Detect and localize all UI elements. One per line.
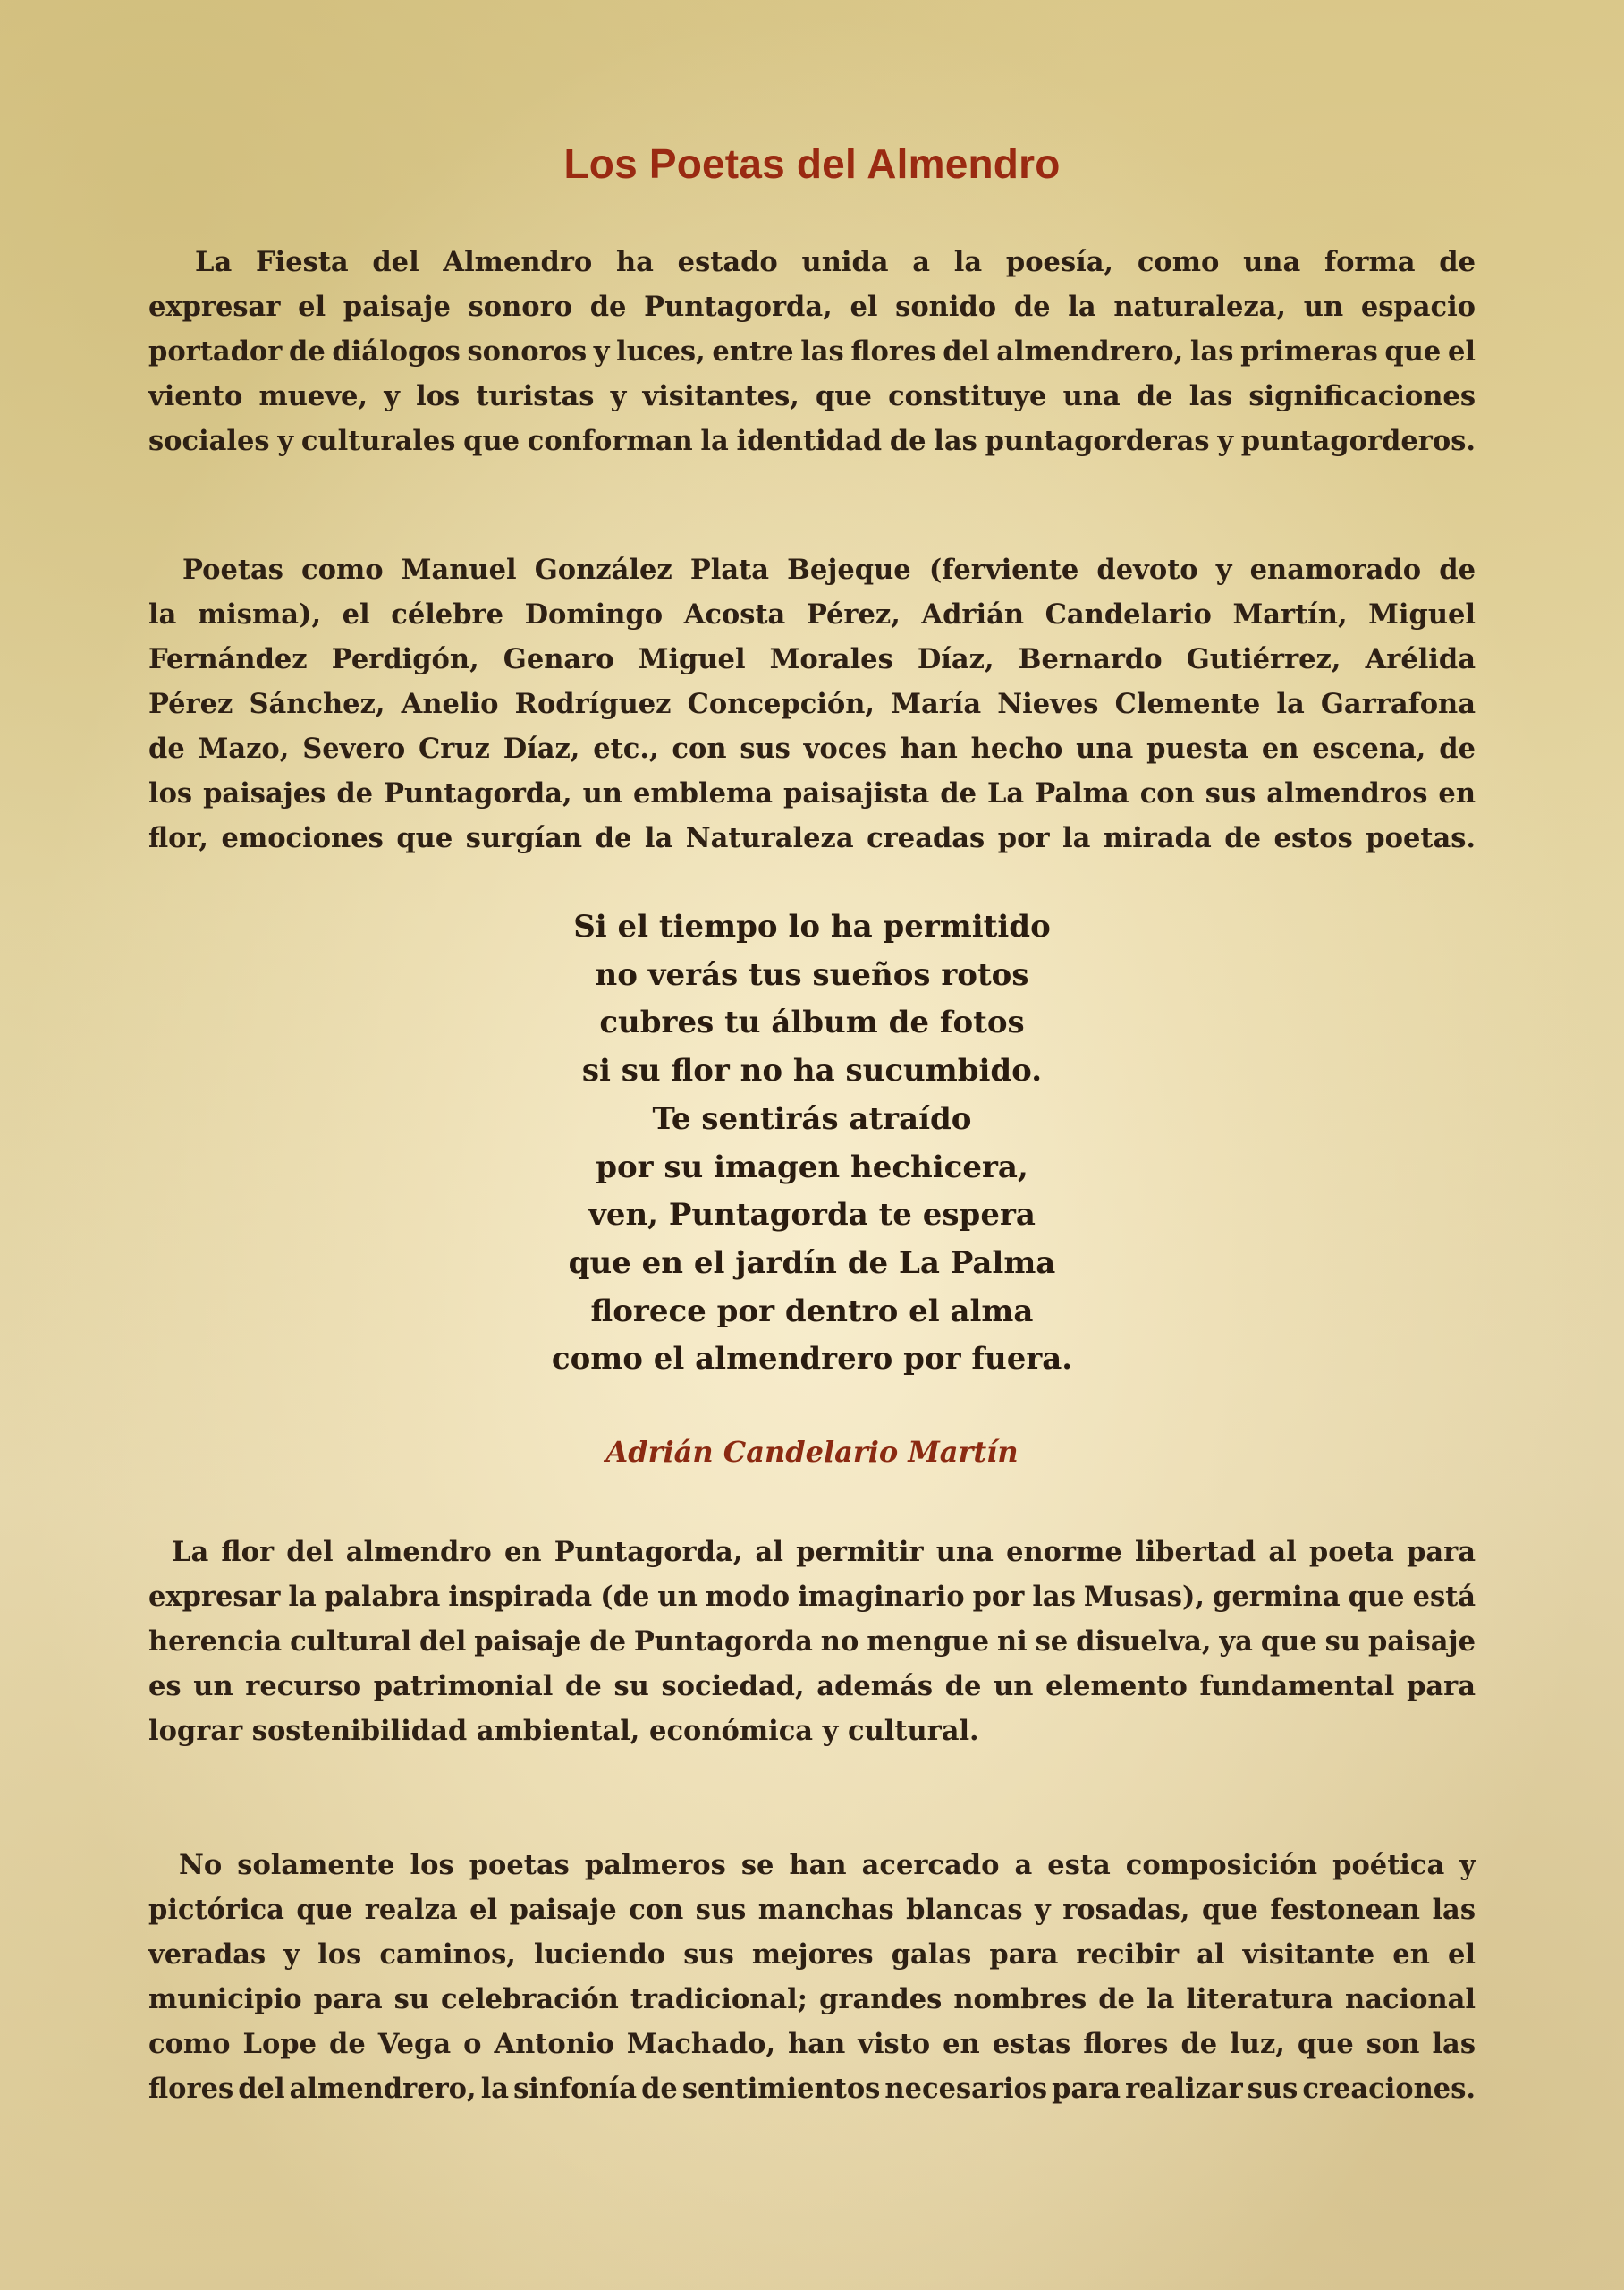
poem-line: Si el tiempo lo ha permitido <box>573 909 1051 945</box>
paragraph-line: flor, emociones que surgían de la Naturaleza creadas por la mirada de estos poetas. <box>148 822 1476 854</box>
paragraph-line: lograr sostenibilidad ambiental, económica y cultural. <box>148 1715 979 1747</box>
paragraph-line: No solamente los poetas palmeros se han acercado a esta composición poética y <box>179 1849 1476 1881</box>
paragraph-line: La Fiesta del Almendro ha estado unida a la poesía, como una forma de <box>195 246 1476 278</box>
paragraph-line: viento mueve, y los turistas y visitantes, que constituye una de las significaciones <box>148 380 1476 412</box>
poem-line: ven, Puntagorda te espera <box>588 1197 1036 1234</box>
paragraph-poets <box>148 547 1476 861</box>
paragraph-line: como Lope de Vega o Antonio Machado, han visto en estas flores de luz, que son las <box>148 2028 1476 2060</box>
paragraph-heritage <box>148 1530 1476 1753</box>
paragraph-line: es un recurso patrimonial de su sociedad, además de un elemento fundamental para <box>148 1670 1476 1702</box>
paragraph-line: de Mazo, Severo Cruz Díaz, etc., con sus voces han hecho una puesta en escena, de <box>148 733 1476 765</box>
poem-line: Te sentirás atraído <box>652 1100 972 1137</box>
poem-line: si su flor no ha sucumbido. <box>581 1053 1043 1090</box>
page-title: Los Poetas del Almendro <box>563 140 1061 187</box>
poem <box>0 903 1624 1384</box>
paragraph-line: La flor del almendro en Puntagorda, al permitir una enorme libertad al poeta para <box>172 1536 1476 1568</box>
paragraph-line: herencia cultural del paisaje de Puntagorda no mengue ni se disuelva, ya que su paisaje <box>148 1625 1476 1658</box>
paragraph-line: Fernández Perdigón, Genaro Miguel Morales Díaz, Bernardo Gutiérrez, Arélida <box>148 643 1476 675</box>
poem-line: por su imagen hechicera, <box>596 1149 1028 1185</box>
paragraph-line: flores del almendrero, la sinfonía de sentimientos necesarios para realizar sus creaciones. <box>148 2073 1476 2105</box>
poem-author: Adrián Candelario Martín <box>605 1435 1019 1469</box>
paragraph-line: pictórica que realza el paisaje con sus manchas blancas y rosadas, que festonean las <box>148 1894 1476 1926</box>
poem-line: cubres tu álbum de fotos <box>599 1005 1025 1041</box>
paragraph-line: la misma), el célebre Domingo Acosta Pérez, Adrián Candelario Martín, Miguel <box>148 598 1476 631</box>
paragraph-line: municipio para su celebración tradicional; grandes nombres de la literatura nacional <box>148 1983 1476 2015</box>
paragraph-line: portador de diálogos sonoros y luces, entre las flores del almendrero, las primeras que el <box>148 335 1476 368</box>
poem-line: que en el jardín de La Palma <box>568 1244 1056 1281</box>
paragraph-line: Poetas como Manuel González Plata Bejeque (ferviente devoto y enamorado de <box>182 554 1476 586</box>
poem-line: no verás tus sueños rotos <box>595 956 1029 993</box>
paragraph-line: Pérez Sánchez, Anelio Rodríguez Concepción, María Nieves Clemente la Garrafona <box>148 688 1476 720</box>
paragraph-literature <box>148 1843 1476 2111</box>
paragraph-line: expresar el paisaje sonoro de Puntagorda, el sonido de la naturaleza, un espacio <box>148 291 1476 323</box>
poem-line: florece por dentro el alma <box>590 1293 1034 1329</box>
poem-line: como el almendrero por fuera. <box>551 1341 1073 1378</box>
paragraph-line: veradas y los caminos, luciendo sus mejores galas para recibir al visitante en el <box>148 1938 1476 1971</box>
paragraph-line: sociales y culturales que conforman la identidad de las puntagorderas y puntagorderos. <box>148 425 1476 457</box>
paragraph-line: los paisajes de Puntagorda, un emblema paisajista de La Palma con sus almendros en <box>148 777 1476 810</box>
paragraph-intro <box>148 240 1476 463</box>
paragraph-line: expresar la palabra inspirada (de un modo imaginario por las Musas), germina que está <box>148 1581 1476 1613</box>
